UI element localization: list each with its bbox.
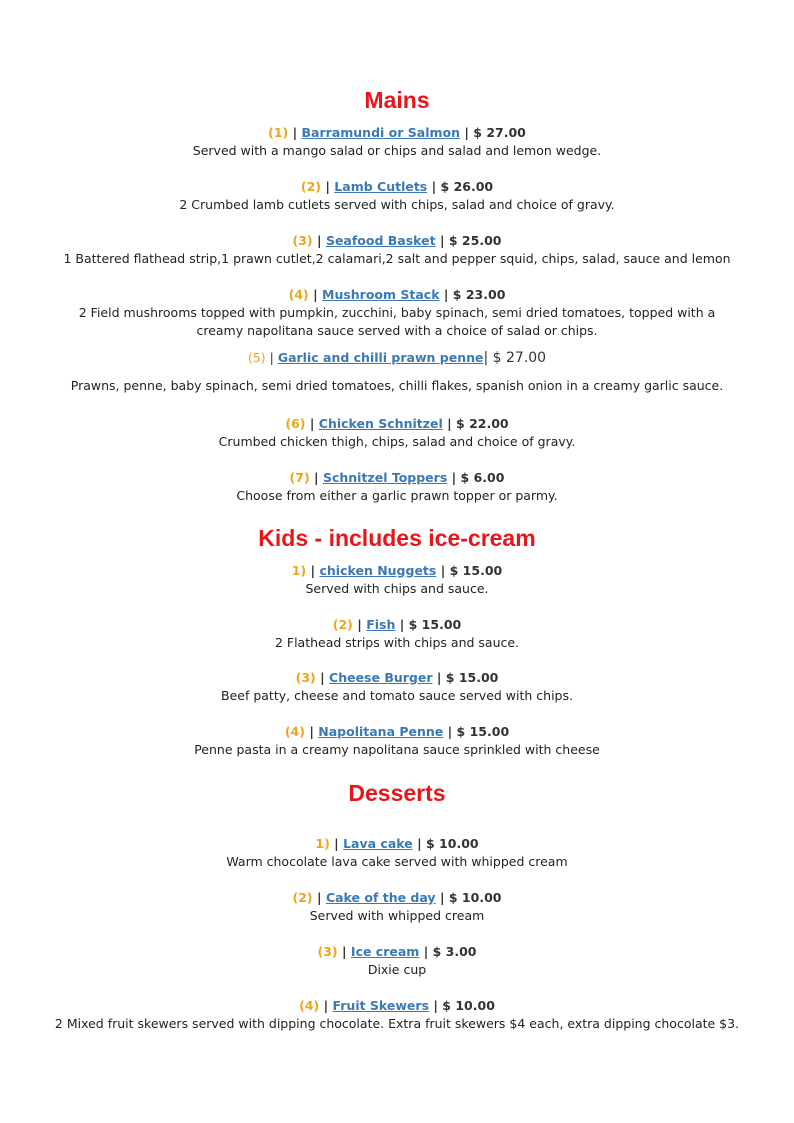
menu-item xyxy=(0,415,794,451)
separator: | xyxy=(317,890,322,905)
item-name-link[interactable]: Chicken Schnitzel xyxy=(318,416,443,431)
menu-item xyxy=(0,562,794,598)
menu-item xyxy=(0,286,794,340)
item-description: Crumbed chicken thigh, chips, salad and choice of gravy. xyxy=(218,434,576,449)
item-number: (3) xyxy=(295,670,316,685)
item-price: | $ 25.00 xyxy=(439,233,502,248)
item-number: (2) xyxy=(300,179,321,194)
item-price: | $ 15.00 xyxy=(440,563,503,578)
item-description: 1 Battered flathead strip,1 prawn cutlet,2 calamari,2 salt and pepper squid, chips, salad, sauce and lemon xyxy=(63,251,731,266)
item-price: | $ 15.00 xyxy=(399,617,462,632)
section-title-kids: Kids - includes ice-cream xyxy=(258,525,536,551)
item-number: (4) xyxy=(284,724,305,739)
item-name-link[interactable]: Fish xyxy=(366,617,396,632)
item-number: (4) xyxy=(299,998,320,1013)
separator: | xyxy=(309,416,315,431)
item-price: | $ 15.00 xyxy=(447,724,510,739)
item-price: | $ 23.00 xyxy=(443,287,506,302)
item-description: 2 Crumbed lamb cutlets served with chips, salad and choice of gravy. xyxy=(179,197,615,212)
item-description: Beef patty, cheese and tomato sauce served with chips. xyxy=(221,688,573,703)
separator: | xyxy=(357,617,362,632)
menu-item xyxy=(0,469,794,505)
item-price: | $ 27.00 xyxy=(483,350,547,366)
item-number: (7) xyxy=(289,470,310,485)
menu-item xyxy=(0,178,794,214)
separator: | xyxy=(334,836,339,851)
item-description: Served with chips and sauce. xyxy=(305,581,489,596)
item-name-link[interactable]: Cake of the day xyxy=(325,890,436,905)
item-description: 2 Flathead strips with chips and sauce. xyxy=(274,635,520,650)
item-description: 2 Mixed fruit skewers served with dipping chocolate. Extra fruit skewers $4 each, extra dipping chocolate $3. xyxy=(54,1016,740,1031)
item-description: Choose from either a garlic prawn topper or parmy. xyxy=(236,488,558,503)
separator: | xyxy=(309,724,314,739)
item-name-link[interactable]: Garlic and chilli prawn penne xyxy=(277,350,484,365)
item-number: (5) xyxy=(247,350,266,365)
item-price: | $ 10.00 xyxy=(439,890,502,905)
item-number: (2) xyxy=(292,890,313,905)
item-price: | $ 15.00 xyxy=(436,670,499,685)
item-number: 1) xyxy=(315,836,330,851)
item-description: Penne pasta in a creamy napolitana sauce sprinkled with cheese xyxy=(194,742,600,757)
item-number: (4) xyxy=(288,287,309,302)
item-name-link[interactable]: Mushroom Stack xyxy=(322,287,440,302)
item-name-link[interactable]: Cheese Burger xyxy=(329,670,433,685)
menu-item xyxy=(0,835,794,871)
menu-item xyxy=(0,349,794,395)
menu-item xyxy=(0,124,794,160)
item-price: | $ 10.00 xyxy=(417,836,479,851)
item-price: | $ 6.00 xyxy=(451,470,505,485)
item-name-link[interactable]: Napolitana Penne xyxy=(318,724,444,739)
item-description: Dixie cup xyxy=(367,962,427,977)
item-description: Served with whipped cream xyxy=(309,908,485,923)
item-description: Warm chocolate lava cake served with whipped cream xyxy=(226,854,568,869)
item-description: Prawns, penne, baby spinach, semi dried tomatoes, chilli flakes, spanish onion in a creamy garlic sauce. xyxy=(70,378,724,393)
item-name-link[interactable]: Ice cream xyxy=(350,944,420,959)
item-number: (6) xyxy=(285,416,306,431)
section-title-desserts: Desserts xyxy=(348,780,446,806)
menu-item xyxy=(0,232,794,268)
item-price: | $ 3.00 xyxy=(423,944,477,959)
separator: | xyxy=(313,287,318,302)
item-price: | $ 27.00 xyxy=(464,125,526,140)
item-name-link[interactable]: chicken Nuggets xyxy=(319,563,437,578)
menu-item xyxy=(0,943,794,979)
item-name-link[interactable]: Schnitzel Toppers xyxy=(322,470,448,485)
item-number: (3) xyxy=(292,233,313,248)
item-number: 1) xyxy=(291,563,307,578)
separator: | xyxy=(310,563,316,578)
menu-item xyxy=(0,616,794,652)
item-price: | $ 26.00 xyxy=(431,179,494,194)
item-name-link[interactable]: Barramundi or Salmon xyxy=(301,125,461,140)
separator: | xyxy=(314,470,319,485)
item-number: (3) xyxy=(317,944,338,959)
section-title-mains: Mains xyxy=(364,87,430,113)
item-description: 2 Field mushrooms topped with pumpkin, zucchini, baby spinach, semi dried tomatoes, topped with a creamy napolitana sauce served with a choice of salad or chips. xyxy=(78,305,716,338)
separator: | xyxy=(320,670,325,685)
menu-item xyxy=(0,669,794,705)
separator: | xyxy=(292,125,298,140)
item-number: (2) xyxy=(332,617,353,632)
menu-item xyxy=(0,723,794,759)
item-price: | $ 22.00 xyxy=(447,416,509,431)
item-name-link[interactable]: Seafood Basket xyxy=(325,233,436,248)
item-description: Served with a mango salad or chips and salad and lemon wedge. xyxy=(192,143,602,158)
item-name-link[interactable]: Lamb Cutlets xyxy=(334,179,428,194)
menu-item xyxy=(0,889,794,925)
menu-item xyxy=(0,997,794,1033)
item-number: (1) xyxy=(268,125,289,140)
separator: | xyxy=(341,944,347,959)
separator: | xyxy=(269,350,274,365)
item-name-link[interactable]: Fruit Skewers xyxy=(332,998,430,1013)
item-name-link[interactable]: Lava cake xyxy=(343,836,413,851)
separator: | xyxy=(325,179,330,194)
separator: | xyxy=(323,998,329,1013)
item-price: | $ 10.00 xyxy=(433,998,495,1013)
separator: | xyxy=(317,233,322,248)
